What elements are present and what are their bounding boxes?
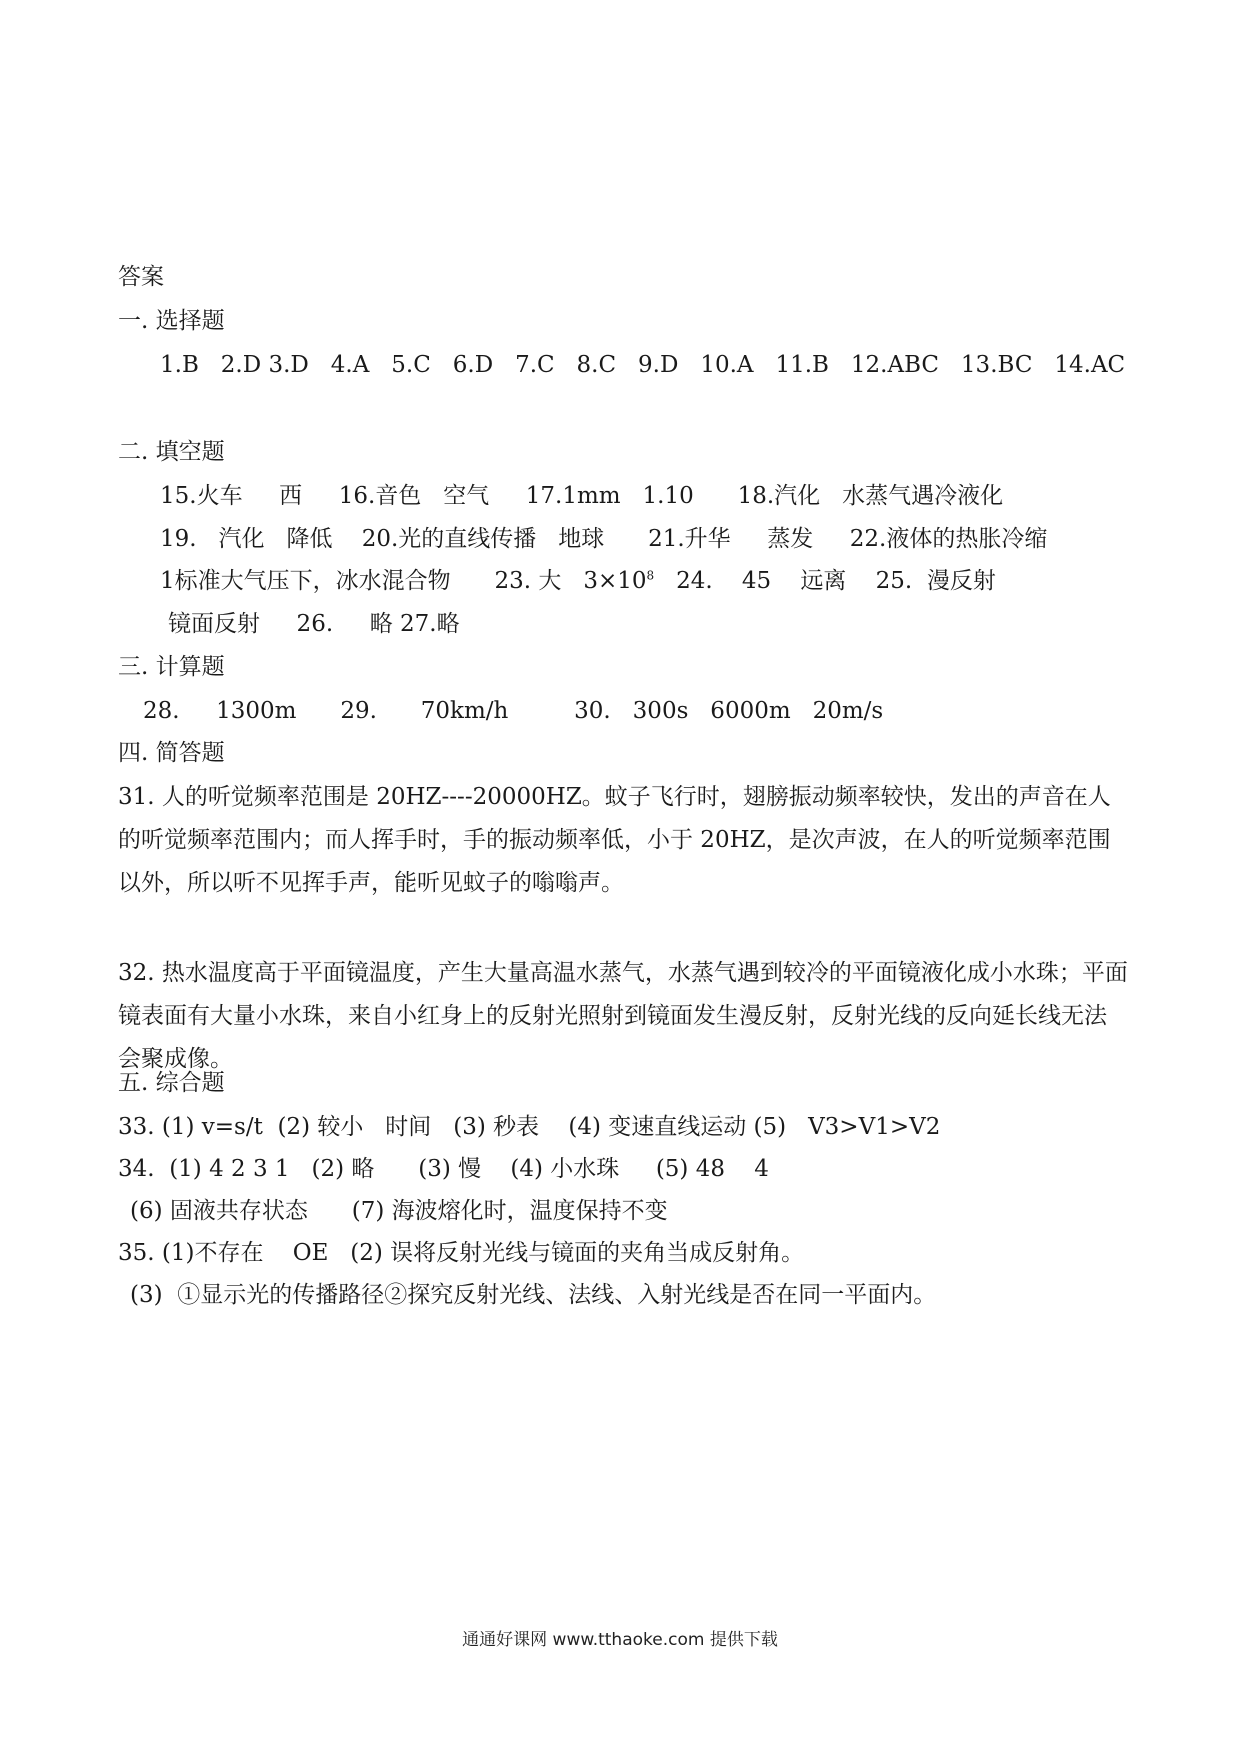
fill-answers-line-3 bbox=[160, 566, 996, 596]
fill-answers-line-2: 19. 汽化 降低 20.光的直线传播 地球 21.升华 蒸发 22.液体的热胀冷缩 bbox=[160, 526, 1048, 552]
answer-34-line-1: 34. (1) 4 2 3 1 (2) 略 (3) 慢 (4) 小水珠 (5) 48 4 bbox=[118, 1156, 769, 1182]
choice-answers: 1.B 2.D 3.D 4.A 5.C 6.D 7.C 8.C 9.D 10.A 11.B 12.ABC 13.BC 14.AC bbox=[160, 352, 1126, 378]
answer-32: 32. 热水温度高于平面镜温度，产生大量高温水蒸气，水蒸气遇到较冷的平面镜液化成小水珠；平面镜表面有大量小水珠，来自小红身上的反射光照射到镜面发生漫反射，反射光线的反向延长线无法会聚成像。 bbox=[118, 960, 1128, 1072]
answer-34-line-2: (6) 固液共存状态 (7) 海波熔化时，温度保持不变 bbox=[130, 1198, 668, 1224]
answer-35-line-1: 35. (1)不存在 OE (2) 误将反射光线与镜面的夹角当成反射角。 bbox=[118, 1240, 805, 1266]
calc-answers: 28. 1300m 29. 70km/h 30. 300s 6000m 20m/s bbox=[143, 698, 884, 724]
page-title: 答案 bbox=[118, 264, 164, 290]
fill-answers-line-4: 镜面反射 26. 略 27.略 bbox=[168, 611, 460, 637]
section-heading-comprehensive: 五. 综合题 bbox=[118, 1070, 225, 1096]
section-heading-short: 四. 简答题 bbox=[118, 740, 225, 766]
footer-source: 通通好课网 www.tthaoke.com 提供下载 bbox=[462, 1630, 778, 1650]
answer-35-line-2: (3) ①显示光的传播路径②探究反射光线、法线、入射光线是否在同一平面内。 bbox=[130, 1282, 937, 1308]
answer-31: 31. 人的听觉频率范围是 20HZ----20000HZ。蚊子飞行时，翅膀振动频率较快，发出的声音在人的听觉频率范围内；而人挥手时，手的振动频率低，小于 20HZ，是次声波，在人的听觉频率范围以外，所以听不见挥手声，能听见蚊子的嗡嗡声。 bbox=[118, 784, 1111, 896]
fill-answers-line-3b: 24. 45 远离 25. 漫反射 bbox=[654, 568, 996, 594]
section-heading-choice: 一. 选择题 bbox=[118, 308, 225, 334]
section-heading-fill: 二. 填空题 bbox=[118, 439, 225, 465]
fill-answers-line-1: 15.火车 西 16.音色 空气 17.1mm 1.10 18.汽化 水蒸气遇冷液化 bbox=[160, 483, 1004, 509]
exponent: 8 bbox=[646, 568, 655, 583]
answer-33: 33. (1) v=s/t (2) 较小 时间 (3) 秒表 (4) 变速直线运动 (5) V3>V1>V2 bbox=[118, 1114, 941, 1140]
fill-answers-line-3a: 1标准大气压下，冰水混合物 23. 大 3×10 bbox=[160, 568, 647, 594]
section-heading-calc: 三. 计算题 bbox=[118, 654, 225, 680]
